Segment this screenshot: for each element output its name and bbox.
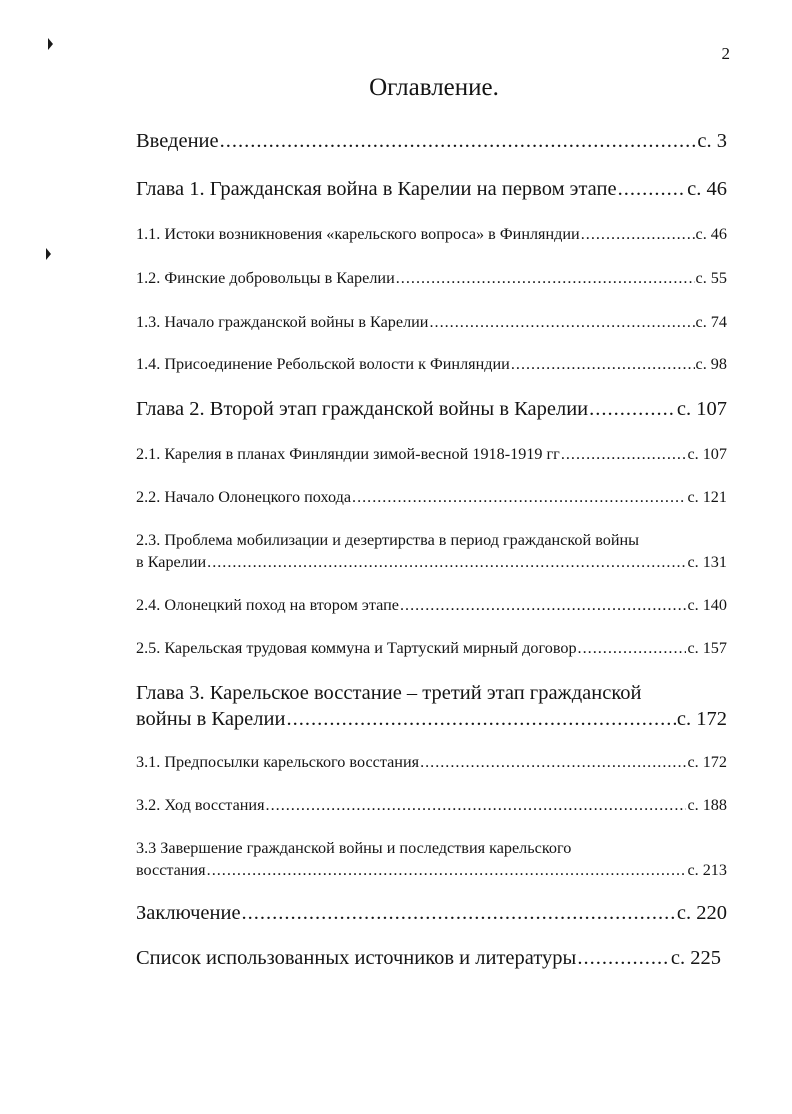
dot-leader (400, 594, 686, 616)
toc-entry-title: Глава 2. Второй этап гражданской войны в Карелии (136, 398, 589, 420)
toc-entry-title: Введение (136, 130, 219, 152)
toc-entry-title: 2.2. Начало Олонецкого похода (136, 488, 352, 506)
toc-entry-page: с. 172 (676, 708, 727, 730)
page-number: 2 (721, 44, 730, 63)
dot-leader (266, 794, 687, 816)
toc-entry-introduction (136, 128, 727, 154)
toc-entry-title-line-1: Глава 3. Карельское восстание – третий этап гражданской (136, 682, 642, 704)
toc-entry-section-3-2 (136, 794, 727, 816)
toc-entry-title: 2.4. Олонецкий поход на втором этапе (136, 596, 399, 614)
toc-entry-section-2-2 (136, 486, 727, 508)
toc-entry-page: с. 98 (695, 355, 727, 373)
toc-entry-title-line-1: 2.3. Проблема мобилизации и дезертирства в период гражданской войны (136, 531, 640, 549)
dot-leader (589, 396, 676, 422)
toc-entry-section-2-3 (136, 529, 727, 573)
toc-entry-page: с. 107 (687, 445, 727, 463)
toc-entry-page: с. 74 (695, 313, 727, 331)
toc-entry-page: с. 107 (676, 398, 727, 420)
toc-entry-page: с. 188 (687, 796, 727, 814)
toc-entry-title-line-2: войны в Карелии (136, 708, 286, 730)
toc-entry-title-line-2: восстания (136, 861, 206, 879)
dot-leader (561, 443, 687, 465)
dot-leader (242, 900, 676, 926)
dot-leader (420, 751, 686, 773)
toc-entry-title: 2.1. Карелия в планах Финляндии зимой-весной 1918-1919 гг (136, 445, 560, 463)
toc-entry-chapter-3 (136, 680, 727, 732)
toc-entry-section-2-5 (136, 637, 727, 659)
toc-entry-chapter-1 (136, 176, 727, 202)
toc-entry-page: с. 55 (695, 269, 727, 287)
toc-entry-chapter-2 (136, 396, 727, 422)
toc-entry-page: с. 220 (676, 902, 727, 924)
toc-entry-section-2-4 (136, 594, 727, 616)
toc-entry-title: 1.2. Финские добровольцы в Карелии (136, 269, 395, 287)
toc-entry-page: с. 213 (687, 861, 727, 879)
toc-entry-title: 1.4. Присоединение Ребольской волости к Финляндии (136, 355, 510, 373)
toc-entry-page: с. 140 (687, 596, 727, 614)
dot-leader (618, 176, 687, 202)
dot-leader (581, 223, 695, 245)
toc-entry-title-line-2: в Карелии (136, 553, 207, 571)
page-title: Оглавление. (369, 74, 499, 101)
dot-leader (352, 486, 686, 508)
dot-leader (511, 353, 695, 375)
dot-leader (577, 945, 670, 971)
toc-entry-bibliography (136, 945, 721, 971)
toc-entry-page: с. 46 (687, 178, 727, 200)
dot-leader (578, 637, 687, 659)
dot-leader (396, 267, 695, 289)
toc-entry-title: Список использованных источников и литературы (136, 947, 577, 969)
toc-entry-page: с. 121 (687, 488, 727, 506)
toc-entry-section-3-1 (136, 751, 727, 773)
toc-entry-page: с. 131 (687, 553, 727, 571)
toc-entry-conclusion (136, 900, 727, 926)
toc-entry-page: с. 225 (670, 947, 721, 969)
toc-entry-title: Глава 1. Гражданская война в Карелии на первом этапе (136, 178, 617, 200)
toc-entry-section-1-3 (136, 311, 727, 333)
toc-entry-section-1-1 (136, 223, 727, 245)
dot-leader (286, 706, 675, 732)
toc-entry-page: с. 46 (695, 225, 727, 243)
toc-entry-title: 3.2. Ход восстания (136, 796, 265, 814)
scan-mark (46, 248, 51, 260)
toc-entry-title: 3.1. Предпосылки карельского восстания (136, 753, 420, 771)
toc-entry-section-1-4 (136, 353, 727, 375)
toc-entry-title: 2.5. Карельская трудовая коммуна и Тартуский мирный договор (136, 639, 577, 657)
dot-leader (429, 311, 694, 333)
toc-entry-title: 1.3. Начало гражданской войны в Карелии (136, 313, 429, 331)
toc-entry-title: 1.1. Истоки возникновения «карельского вопроса» в Финляндии (136, 225, 580, 243)
toc-entry-page: с. 3 (697, 130, 727, 152)
dot-leader (207, 551, 686, 573)
toc-entry-page: с. 157 (687, 639, 727, 657)
toc-entry-title: Заключение (136, 902, 241, 924)
dot-leader (220, 128, 697, 154)
toc-entry-title-line-1: 3.3 Завершение гражданской войны и последствия карельского (136, 839, 572, 857)
toc-entry-page: с. 172 (687, 753, 727, 771)
toc-entry-section-3-3 (136, 837, 727, 881)
toc-entry-section-1-2 (136, 267, 727, 289)
dot-leader (207, 859, 687, 881)
scan-mark (48, 38, 53, 50)
toc-entry-section-2-1 (136, 443, 727, 465)
